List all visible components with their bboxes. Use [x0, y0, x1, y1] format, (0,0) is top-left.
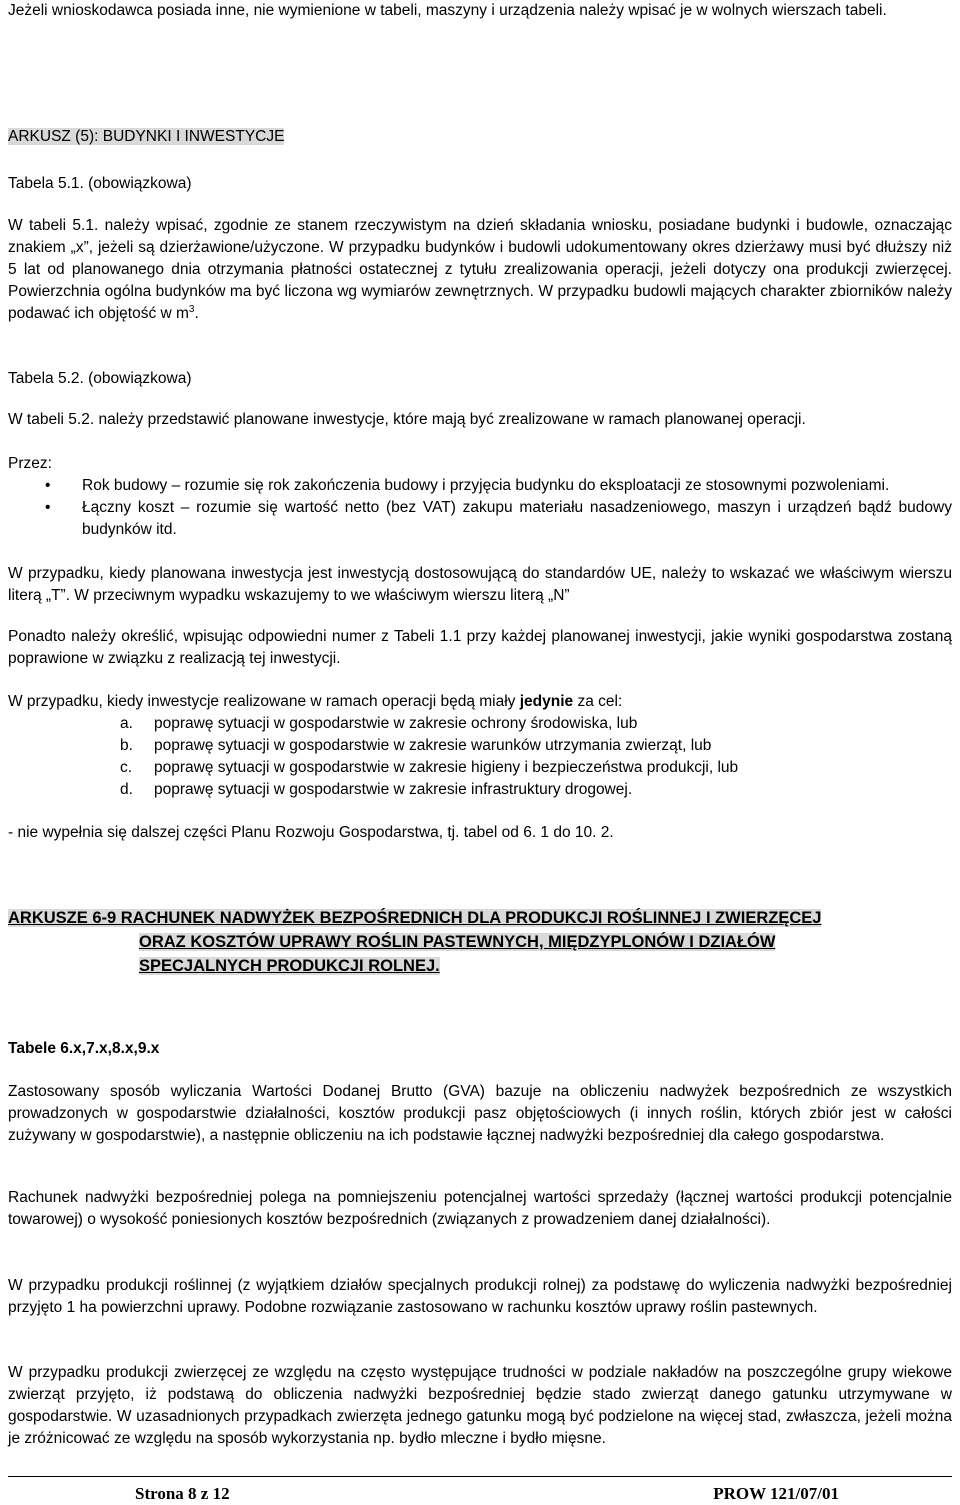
paragraph-surplus: Rachunek nadwyżki bezpośredniej polega na pomniejszeniu potencjalnej wartości sprzedaży (łącznej wartości produkcji potencjalnie towarowej) o wysokość poniesionych kosztów bezpośrednich (związanych z prowadzeniem danej działalności).: [8, 1189, 952, 1228]
list-item: a. poprawę sytuacji w gospodarstwie w zakresie ochrony środowiska, lub: [120, 715, 638, 732]
table-5-2-title: Tabela 5.2. (obowiązkowa): [8, 370, 192, 387]
page-number: Strona 8 z 12: [135, 1484, 230, 1503]
bullet-icon: •: [45, 477, 51, 494]
paragraph-livestock: W przypadku produkcji zwierzęcej ze względu na często występujące trudności w podziale nakładów na poszczególne grupy wiekowe zwierząt przyjęto, iż podstawą do obliczenia nadwyżki bezpośredniej będzie stado zwierząt danego gatunku utrzymywane w gospodarstwie. W uzasadnionych przypadkach zwierzęta jednego gatunku mogą być podzielone na więcej stad, zwłaszcza, jeżeli można je zróżnicować ze względu na sposób wykorzystania np. bydło mleczne i bydło mięsne.: [8, 1364, 952, 1447]
przez-label: Przez:: [8, 455, 52, 472]
section-6-9-heading: ARKUSZE 6-9 RACHUNEK NADWYŻEK BEZPOŚREDNICH DLA PRODUKCJI ROŚLINNEJ I ZWIERZĘCEJ ORAZ KOSZTÓW UPRAWY ROŚLIN PASTEWNYCH, MIĘDZYPLONÓW I DZIAŁÓW SPECJALNYCH PRODUKCJI ROLNEJ.: [8, 909, 822, 975]
list-item: • Łączny koszt – rozumie się wartość netto (bez VAT) zakupu materiału nasadzeniowego, maszyn i urządzeń bądź budowy budynków itd.: [45, 499, 952, 538]
paragraph-crop: W przypadku produkcji roślinnej (z wyjątkiem działów specjalnych produkcji rolnej) za podstawę do wyliczenia nadwyżki bezpośredniej przyjęto 1 ha powierzchni uprawy. Podobne rozwiązanie zastosowano w rachunku kosztów uprawy roślin pastewnych.: [8, 1277, 952, 1316]
intro-text: Jeżeli wnioskodawca posiada inne, nie wymienione w tabeli, maszyny i urządzenia należy wpisać je w wolnych wierszach tabeli.: [8, 2, 887, 19]
skip-instruction: - nie wypełnia się dalszej części Planu Rozwoju Gospodarstwa, tj. tabel od 6. 1 do 10. 2.: [8, 824, 614, 841]
table-5-1-title: Tabela 5.1. (obowiązkowa): [8, 175, 192, 192]
list-item: b. poprawę sytuacji w gospodarstwie w zakresie warunków utrzymania zwierząt, lub: [120, 737, 712, 754]
ponadto-text: Ponadto należy określić, wpisując odpowiedni numer z Tabeli 1.1 przy każdej planowanej inwestycji, jakie wyniki gospodarstwa zostaną poprawione w związku z realizacją tej inwestycji.: [8, 628, 952, 667]
document-code: PROW 121/07/01: [713, 1484, 839, 1503]
definitions-list: [8, 475, 952, 541]
section-5-heading: ARKUSZ (5): BUDYNKI I INWESTYCJE: [8, 128, 285, 145]
table-5-2-description: W tabeli 5.2. należy przedstawić planowane inwestycje, które mają być zrealizowane w ramach planowanej operacji.: [8, 411, 806, 428]
paragraph-gva: Zastosowany sposób wyliczania Wartości Dodanej Brutto (GVA) bazuje na obliczeniu nadwyżek bezpośrednich ze wszystkich prowadzonych w gospodarstwie działalności, kosztów produkcji pasz objętościowych (i innych roślin, których zbiór jest w całości zużywany w gospodarstwie), a następnie obliczeniu na ich podstawie łącznej nadwyżki bezpośredniej dla całego gospodarstwa.: [8, 1083, 952, 1144]
bullet-icon: •: [45, 499, 51, 516]
list-item: d. poprawę sytuacji w gospodarstwie w zakresie infrastruktury drogowej.: [120, 781, 633, 798]
page-footer: [8, 1476, 952, 1503]
ue-standards-text: W przypadku, kiedy planowana inwestycja jest inwestycją dostosowującą do standardów UE, należy to wskazać we właściwym wierszu literą „T”. W przeciwnym wypadku wskazujemy to we właściwym wierszu literą „N”: [8, 565, 952, 604]
tables-6-9-title: Tabele 6.x,7.x,8.x,9.x: [8, 1040, 160, 1057]
cel-intro: W przypadku, kiedy inwestycje realizowane w ramach operacji będą miały jedynie za cel:: [8, 693, 623, 710]
list-item: c. poprawę sytuacji w gospodarstwie w zakresie higieny i bezpieczeństwa produkcji, lub: [120, 759, 739, 776]
goals-list: [8, 713, 952, 801]
list-item: • Rok budowy – rozumie się rok zakończenia budowy i przyjęcia budynku do eksploatacji ze stosownymi pozwoleniami.: [8, 475, 952, 497]
table-5-1-description: W tabeli 5.1. należy wpisać, zgodnie ze stanem rzeczywistym na dzień składania wniosku, posiadane budynki i budowle, oznaczając znakiem „x”, jeżeli są dzierżawione/użyczone. W przypadku budynków i budowli udokumentowany okres dzierżawy musi być dłuższy niż 5 lat od planowanego dnia otrzymania płatności ostatecznej z tytułu zrealizowania operacji, jeżeli dotyczy ona produkcji zwierzęcej. Powierzchnia ogólna budynków ma być liczona wg wymiarów zewnętrznych. W przypadku budowli mających charakter zbiorników należy podawać ich objętość w $m^3$.: [8, 217, 952, 322]
